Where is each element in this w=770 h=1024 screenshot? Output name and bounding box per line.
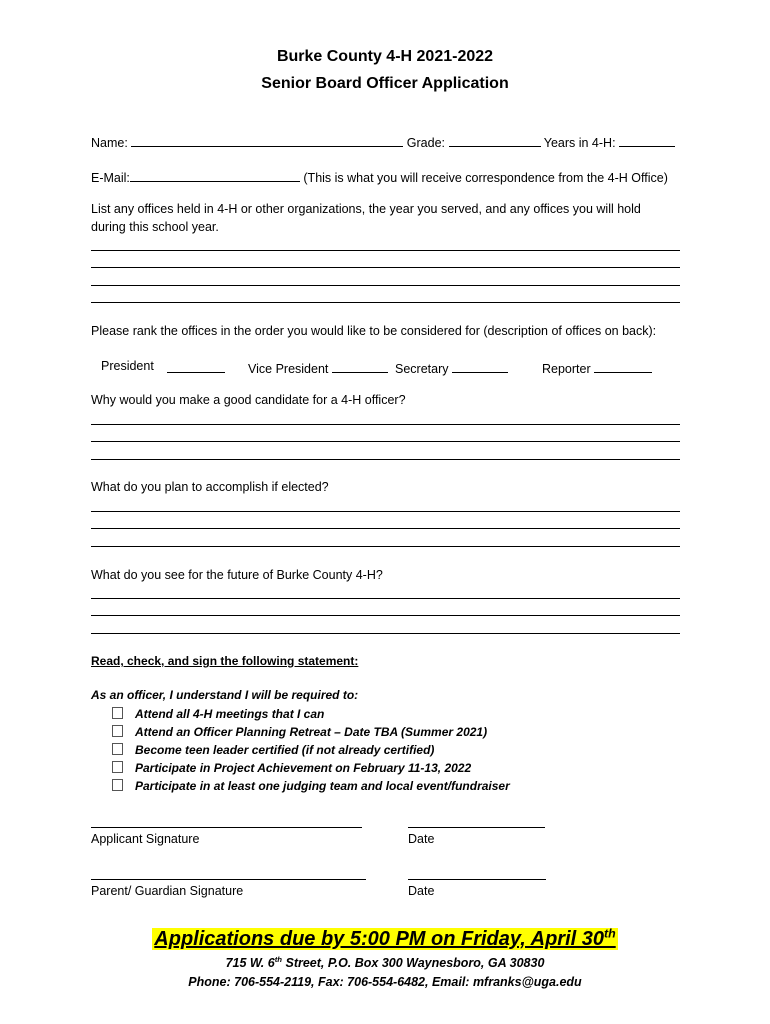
deadline-sup: th bbox=[604, 926, 616, 940]
requirement-item bbox=[112, 743, 434, 757]
question-future-line[interactable] bbox=[91, 598, 680, 599]
parent-date-line[interactable] bbox=[408, 879, 546, 880]
name-field[interactable] bbox=[131, 133, 403, 147]
question-accomplish-line[interactable] bbox=[91, 528, 680, 529]
contact-line: Phone: 706-554-2119, Fax: 706-554-6482, Email: mfranks@uga.edu bbox=[188, 975, 582, 989]
applicant-signature-line[interactable] bbox=[91, 827, 362, 828]
rank-secretary-field[interactable] bbox=[452, 359, 508, 373]
rank-president-field[interactable] bbox=[167, 359, 225, 373]
years-label: Years in 4-H: bbox=[543, 136, 616, 150]
applicant-signature-label: Applicant Signature bbox=[91, 832, 200, 846]
rank-president bbox=[101, 359, 154, 373]
statement-heading: Read, check, and sign the following statement: bbox=[91, 654, 359, 668]
applicant-date-line[interactable] bbox=[408, 827, 545, 828]
requirement-text: Participate in at least one judging team and local event/fundraiser bbox=[135, 779, 510, 793]
applicant-date-label: Date bbox=[408, 832, 435, 846]
offices-held-answer-line[interactable] bbox=[91, 302, 680, 303]
question-candidate: Why would you make a good candidate for a 4-H officer? bbox=[91, 393, 406, 407]
question-accomplish: What do you plan to accomplish if elected? bbox=[91, 480, 329, 494]
offices-held-answer-line[interactable] bbox=[91, 250, 680, 251]
requirement-checkbox[interactable] bbox=[112, 725, 123, 737]
question-candidate-line[interactable] bbox=[91, 459, 680, 460]
question-future: What do you see for the future of Burke County 4-H? bbox=[91, 568, 383, 582]
requirement-item bbox=[112, 779, 510, 793]
question-future-line[interactable] bbox=[91, 633, 680, 634]
address-post: Street, P.O. Box 300 Waynesboro, GA 30830 bbox=[282, 956, 545, 971]
requirement-text: Attend all 4-H meetings that I can bbox=[135, 707, 325, 721]
deadline-main: Applications due by 5:00 PM on Friday, April 30 bbox=[154, 927, 604, 950]
email-field[interactable] bbox=[130, 168, 300, 182]
name-row bbox=[91, 133, 675, 150]
requirement-item bbox=[112, 725, 487, 739]
requirement-checkbox[interactable] bbox=[112, 761, 123, 773]
rank-reporter bbox=[542, 359, 652, 376]
email-row bbox=[91, 168, 668, 185]
requirement-checkbox[interactable] bbox=[112, 707, 123, 719]
rank-label: President bbox=[101, 359, 154, 373]
name-label: Name: bbox=[91, 136, 128, 150]
years-field[interactable] bbox=[619, 133, 675, 147]
address-sup: th bbox=[274, 955, 283, 964]
grade-field[interactable] bbox=[449, 133, 541, 147]
rank-secretary bbox=[395, 359, 508, 376]
requirement-item bbox=[112, 761, 471, 775]
address-pre: 715 W. 6 bbox=[225, 956, 275, 971]
rank-label: Vice President bbox=[248, 362, 329, 376]
question-future-line[interactable] bbox=[91, 615, 680, 616]
offices-held-answer-line[interactable] bbox=[91, 285, 680, 286]
question-accomplish-line[interactable] bbox=[91, 511, 680, 512]
title-line-2: Senior Board Officer Application bbox=[261, 75, 509, 92]
rank-reporter-field[interactable] bbox=[594, 359, 652, 373]
rank-vice-president bbox=[248, 359, 388, 376]
offices-held-prompt-1: List any offices held in 4-H or other organizations, the year you served, and any offices you will hold bbox=[91, 202, 641, 216]
email-label: E-Mail: bbox=[91, 171, 130, 185]
parent-signature-line[interactable] bbox=[91, 879, 366, 880]
requirement-text: Become teen leader certified (if not already certified) bbox=[135, 743, 435, 757]
grade-label: Grade: bbox=[406, 136, 446, 150]
parent-date-label: Date bbox=[408, 884, 435, 898]
parent-signature-label: Parent/ Guardian Signature bbox=[91, 884, 244, 898]
offices-held-answer-line[interactable] bbox=[91, 267, 680, 268]
requirement-checkbox[interactable] bbox=[112, 743, 123, 755]
email-note: (This is what you will receive correspondence from the 4-H Office) bbox=[303, 171, 668, 185]
requirement-checkbox[interactable] bbox=[112, 779, 123, 791]
deadline-banner bbox=[0, 926, 770, 951]
requirement-text: Participate in Project Achievement on February 11-13, 2022 bbox=[135, 761, 472, 775]
rank-label: Reporter bbox=[542, 362, 591, 376]
deadline-text bbox=[152, 928, 617, 950]
ranking-prompt: Please rank the offices in the order you would like to be considered for (description of offices on back): bbox=[91, 324, 657, 338]
question-accomplish-line[interactable] bbox=[91, 546, 680, 547]
statement-intro: As an officer, I understand I will be required to: bbox=[91, 688, 359, 702]
requirement-text: Attend an Officer Planning Retreat – Date TBA (Summer 2021) bbox=[135, 725, 488, 739]
address-line bbox=[0, 955, 770, 970]
rank-label: Secretary bbox=[395, 362, 449, 376]
rank-vice-president-field[interactable] bbox=[332, 359, 388, 373]
requirement-item bbox=[112, 707, 324, 721]
question-candidate-line[interactable] bbox=[91, 441, 680, 442]
question-candidate-line[interactable] bbox=[91, 424, 680, 425]
offices-held-prompt-2: during this school year. bbox=[91, 220, 219, 234]
title-line-1: Burke County 4-H 2021-2022 bbox=[276, 48, 494, 65]
